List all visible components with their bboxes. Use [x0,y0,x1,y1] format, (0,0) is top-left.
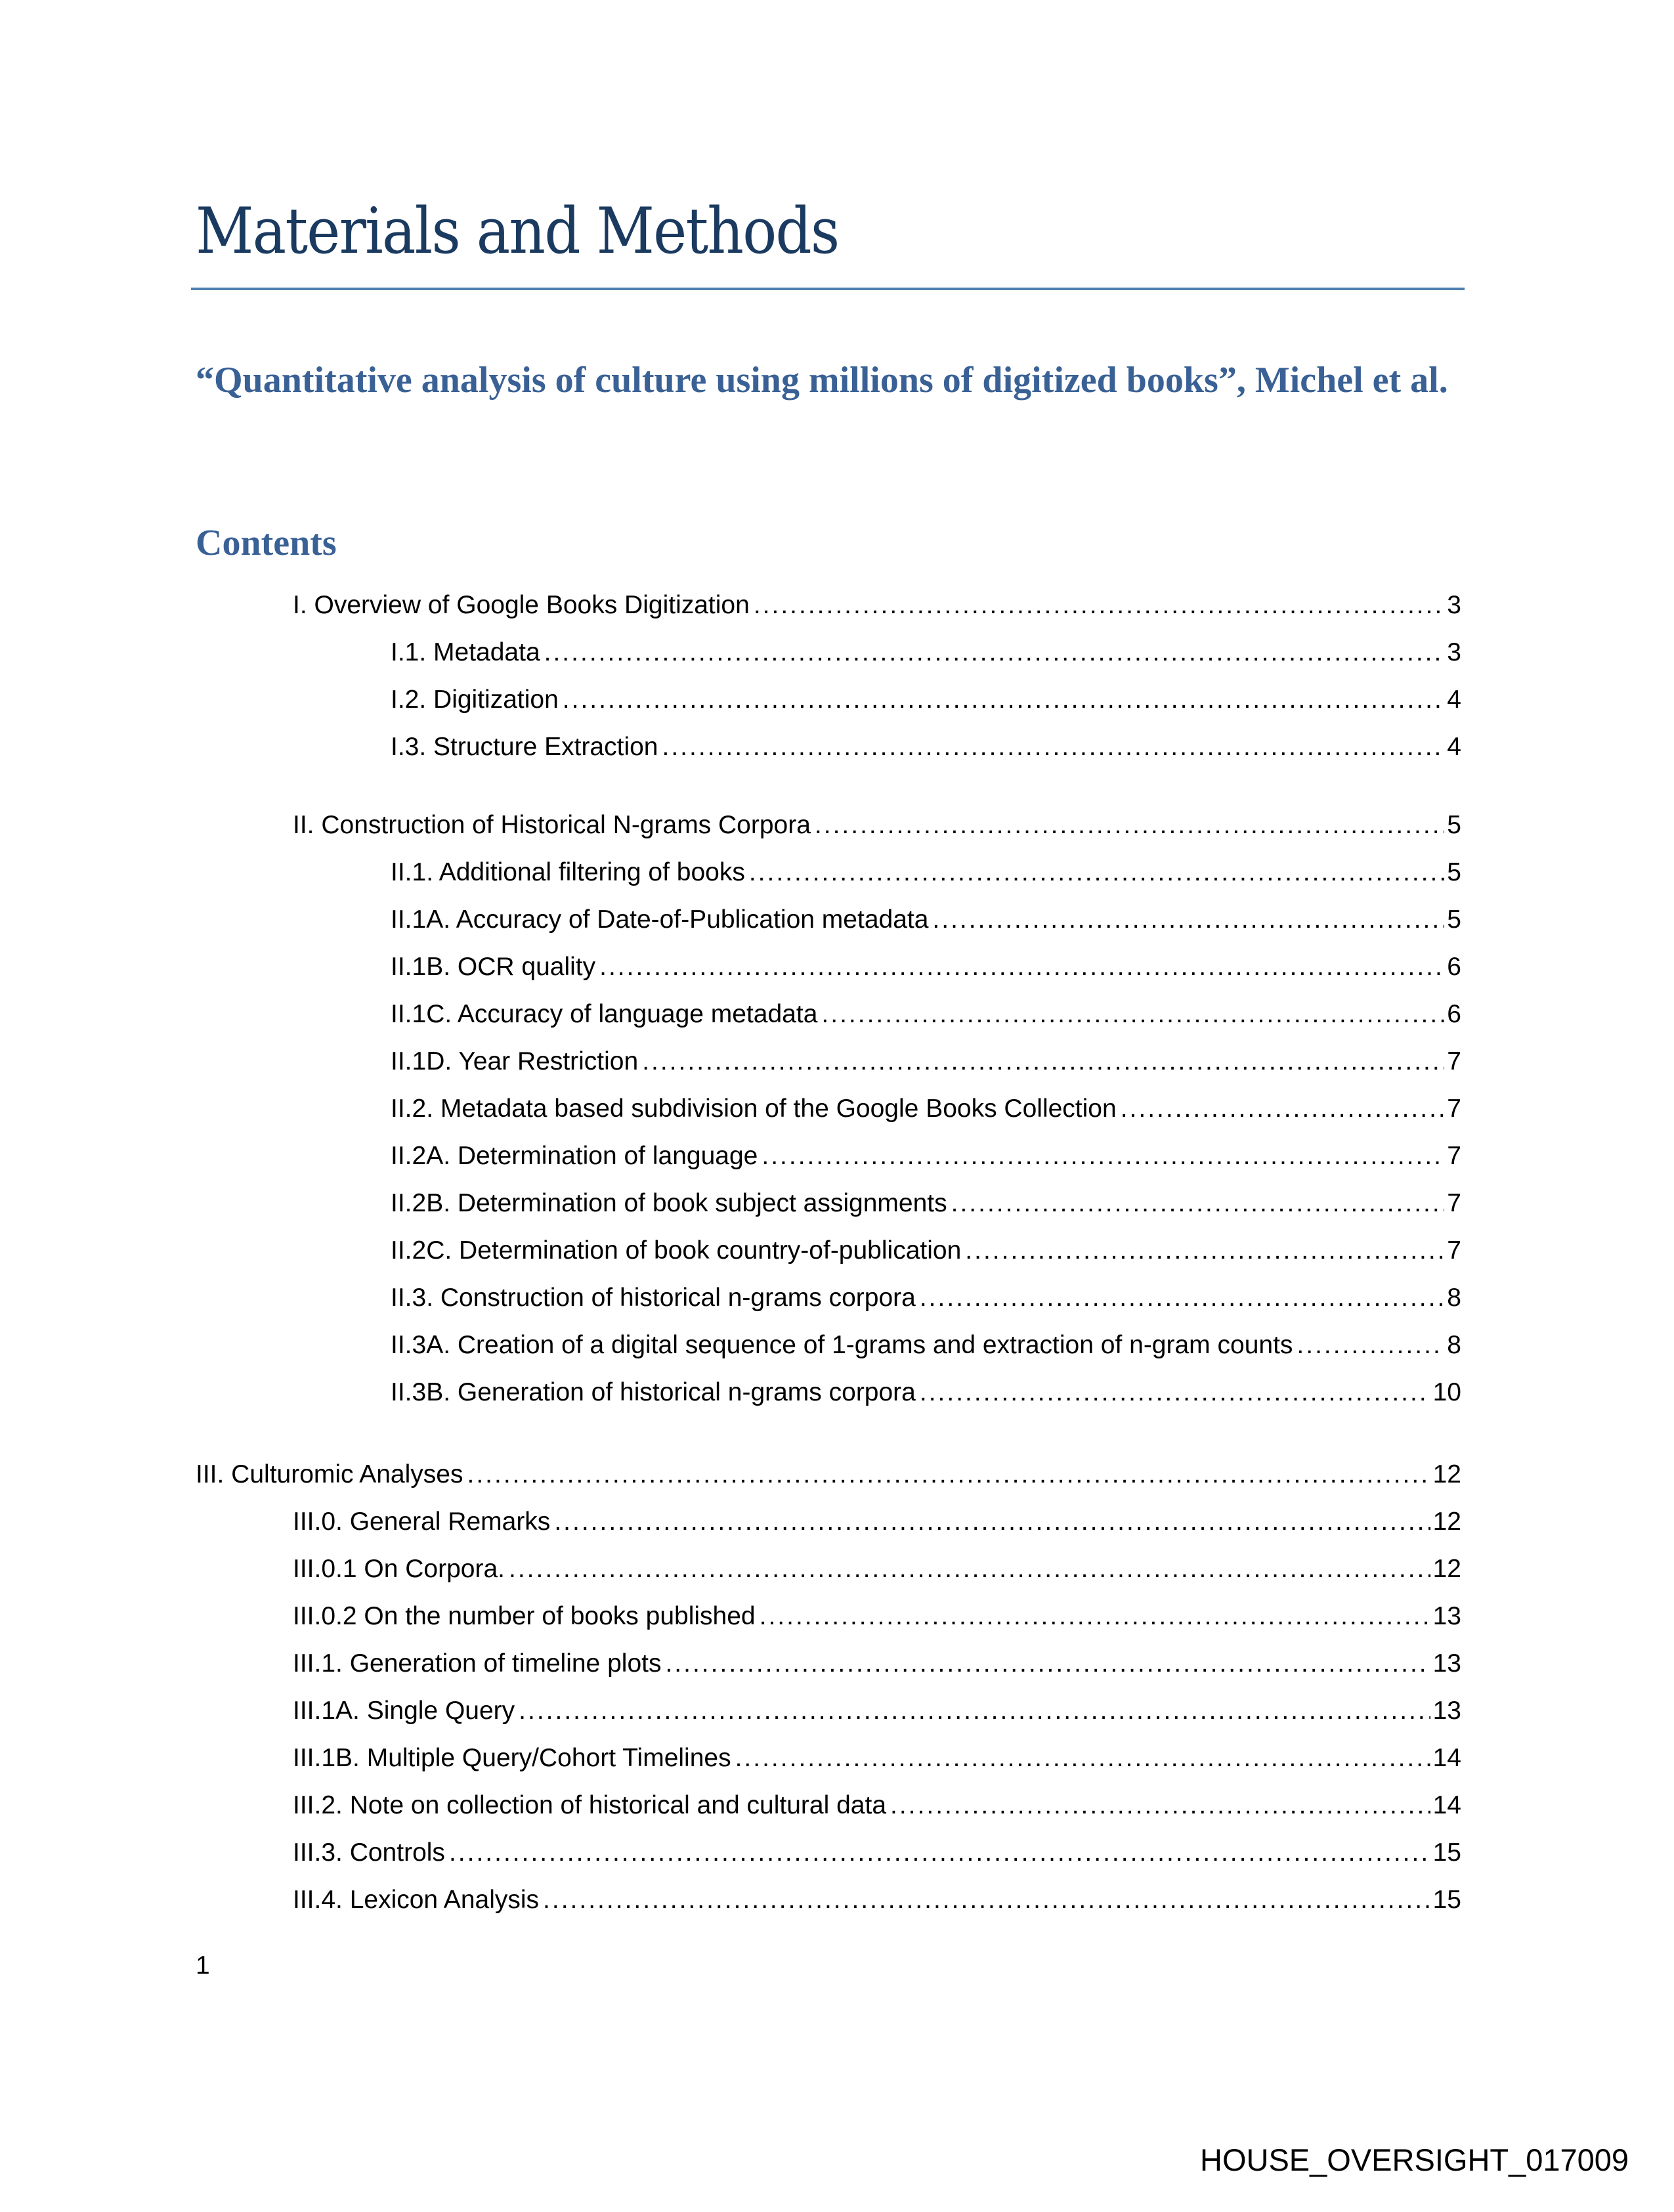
toc-entry-label: I.1. Metadata [391,638,540,666]
toc-entry-label: III.0. General Remarks [293,1507,551,1536]
toc-entry[interactable] [391,676,1461,724]
toc-entry[interactable] [293,1640,1461,1687]
toc-entry[interactable] [293,1546,1461,1593]
toc-entry[interactable] [293,582,1461,629]
dot-leader [951,1189,1445,1218]
dot-leader [662,733,1445,762]
dot-leader [821,1000,1444,1029]
toc-entry-page: 7 [1447,1142,1461,1170]
toc-entry[interactable] [391,1274,1461,1322]
dot-leader [932,905,1444,934]
toc-entry[interactable] [293,1735,1461,1782]
toc-entry-label: II.1B. OCR quality [391,953,596,981]
toc-entry-page: 12 [1432,1460,1461,1488]
toc-entry-label: III.4. Lexicon Analysis [293,1886,540,1914]
dot-leader [563,685,1445,714]
toc-entry-label: II.2C. Determination of book country-of-publication [391,1236,962,1265]
toc-entry-label: III.1A. Single Query [293,1697,515,1725]
toc-entry[interactable] [391,724,1461,771]
toc-entry-page: 13 [1432,1649,1461,1678]
toc-entry-page: 6 [1447,1000,1461,1028]
toc-entry-page: 6 [1447,953,1461,981]
toc-entry[interactable] [391,1085,1461,1133]
dot-leader [735,1744,1430,1773]
toc-entry[interactable] [391,1180,1461,1227]
dot-leader [544,638,1445,667]
dot-leader [543,1886,1430,1915]
toc-entry-label: I.2. Digitization [391,685,559,714]
toc-entry-label: III. Culturomic Analyses [196,1460,463,1488]
toc-entry-label: II.2. Metadata based subdivision of the Google Books Collection [391,1095,1117,1123]
toc-entry[interactable] [391,1322,1461,1369]
toc-entry-label: III.2. Note on collection of historical and cultural data [293,1791,887,1819]
toc-entry-label: III.0.1 On Corpora. [293,1555,505,1583]
toc-entry-page: 3 [1447,591,1461,619]
toc-entry-page: 10 [1432,1378,1461,1406]
toc-entry-label: I.3. Structure Extraction [391,733,658,761]
document-title: Materials and Methods [196,194,839,268]
toc-entry-label: II.1. Additional filtering of books [391,858,745,886]
toc-entry-page: 3 [1447,638,1461,666]
toc-entry-page: 14 [1432,1791,1461,1819]
toc-entry-label: III.0.2 On the number of books published [293,1602,756,1630]
dot-leader [642,1047,1444,1076]
toc-entry-page: 7 [1447,1189,1461,1217]
toc-entry[interactable] [391,943,1461,991]
dot-leader [760,1602,1430,1631]
dot-leader [665,1649,1430,1678]
dot-leader [1297,1331,1444,1360]
toc-entry[interactable] [391,1369,1461,1416]
dot-leader [554,1507,1430,1536]
toc-entry-label: II.3A. Creation of a digital sequence of 1-grams and extraction of n-gram counts [391,1331,1293,1359]
toc-entry[interactable] [391,896,1461,943]
dot-leader [467,1460,1430,1489]
toc-entry[interactable] [391,1133,1461,1180]
dot-leader [749,858,1444,887]
toc-entry-label: II.1D. Year Restriction [391,1047,639,1075]
toc-entry-page: 7 [1447,1236,1461,1265]
toc-entry[interactable] [293,1876,1461,1924]
dot-leader [762,1142,1444,1171]
toc-entry-page: 7 [1447,1047,1461,1075]
toc-entry-page: 5 [1447,905,1461,934]
page-number: 1 [196,1951,210,1980]
toc-entry[interactable] [293,1498,1461,1546]
toc-entry[interactable] [391,1227,1461,1274]
dot-leader [1121,1095,1445,1123]
toc-entry-page: 14 [1432,1744,1461,1772]
toc-entry-label: II.2A. Determination of language [391,1142,758,1170]
dot-leader [920,1378,1430,1407]
toc-entry-label: III.3. Controls [293,1838,445,1867]
toc-entry-page: 5 [1447,858,1461,886]
paper-subtitle: “Quantitative analysis of culture using millions of digitized books”, Michel et al. [196,360,1448,401]
toc-entry-page: 8 [1447,1331,1461,1359]
dot-leader [754,591,1444,620]
toc-entry-label: II. Construction of Historical N-grams Corpora [293,811,811,839]
toc-entry-label: II.1A. Accuracy of Date-of-Publication metadata [391,905,929,934]
toc-entry[interactable] [293,1593,1461,1640]
toc-entry[interactable] [391,991,1461,1038]
toc-entry[interactable] [391,629,1461,676]
toc-entry[interactable] [391,849,1461,896]
toc-entry-page: 13 [1432,1697,1461,1725]
toc-entry[interactable] [293,802,1461,849]
toc-entry-page: 12 [1432,1555,1461,1583]
bates-stamp: HOUSE_OVERSIGHT_017009 [1200,2142,1629,2177]
toc-entry-page: 5 [1447,811,1461,839]
toc-entry-label: II.2B. Determination of book subject assignments [391,1189,947,1217]
toc-entry-page: 12 [1432,1507,1461,1536]
toc-entry-page: 15 [1432,1838,1461,1867]
dot-leader [890,1791,1430,1820]
dot-leader [965,1236,1444,1265]
toc-entry-page: 13 [1432,1602,1461,1630]
toc-entry-page: 4 [1447,685,1461,714]
toc-entry-label: II.3B. Generation of historical n-grams corpora [391,1378,916,1406]
toc-entry[interactable] [293,1687,1461,1735]
toc-entry[interactable] [196,1451,1461,1498]
dot-leader [449,1838,1430,1867]
toc-entry-page: 4 [1447,733,1461,761]
toc-entry-label: I. Overview of Google Books Digitization [293,591,750,619]
toc-entry-label: II.1C. Accuracy of language metadata [391,1000,818,1028]
dot-leader [920,1284,1444,1312]
dot-leader [509,1555,1430,1584]
dot-leader [519,1697,1430,1725]
title-divider [191,288,1465,290]
toc-entry-page: 7 [1447,1095,1461,1123]
toc-entry[interactable] [391,1038,1461,1085]
toc-entry-label: II.3. Construction of historical n-grams corpora [391,1284,916,1312]
contents-heading: Contents [196,523,337,563]
dot-leader [815,811,1444,840]
toc-entry-label: III.1B. Multiple Query/Cohort Timelines [293,1744,731,1772]
toc-entry-label: III.1. Generation of timeline plots [293,1649,662,1678]
toc-entry-page: 15 [1432,1886,1461,1914]
toc-entry[interactable] [293,1782,1461,1829]
toc-entry[interactable] [293,1829,1461,1876]
dot-leader [599,953,1444,982]
table-of-contents [0,582,1674,1924]
toc-entry-page: 8 [1447,1284,1461,1312]
